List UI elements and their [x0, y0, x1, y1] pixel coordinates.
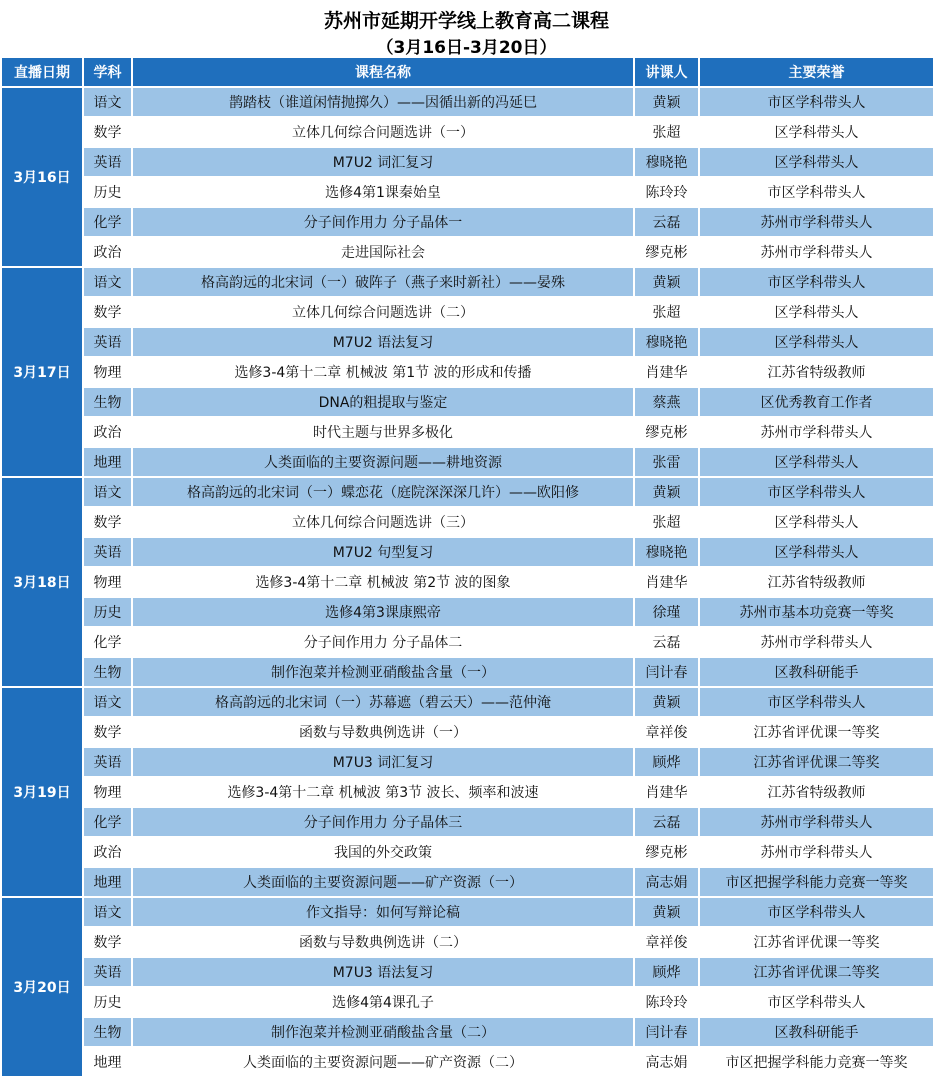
- course-cell: 立体几何综合问题选讲（一）: [133, 118, 633, 146]
- honor-cell: 区教科研能手: [700, 1018, 933, 1046]
- table-row: [2, 388, 933, 416]
- course-cell: 制作泡菜并检测亚硝酸盐含量（二）: [133, 1018, 633, 1046]
- subject-cell: 生物: [84, 658, 131, 686]
- teacher-cell: 穆晓艳: [635, 328, 698, 356]
- teacher-cell: 穆晓艳: [635, 148, 698, 176]
- course-cell: 选修3-4第十二章 机械波 第2节 波的图象: [133, 568, 633, 596]
- table-row: [2, 658, 933, 686]
- teacher-cell: 闫计春: [635, 1018, 698, 1046]
- header-row: [2, 58, 933, 86]
- table-row: [2, 1048, 933, 1076]
- subject-cell: 语文: [84, 88, 131, 116]
- teacher-cell: 张超: [635, 118, 698, 146]
- course-cell: 人类面临的主要资源问题——矿产资源（一）: [133, 868, 633, 896]
- course-cell: M7U3 词汇复习: [133, 748, 633, 776]
- course-cell: 制作泡菜并检测亚硝酸盐含量（一）: [133, 658, 633, 686]
- subject-cell: 化学: [84, 208, 131, 236]
- table-row: [2, 478, 933, 506]
- page-title: 苏州市延期开学线上教育高二课程: [323, 10, 609, 32]
- subject-cell: 语文: [84, 898, 131, 926]
- subject-cell: 数学: [84, 298, 131, 326]
- teacher-cell: 肖建华: [635, 358, 698, 386]
- subject-cell: 历史: [84, 988, 131, 1016]
- table-row: [2, 808, 933, 836]
- honor-cell: 市区把握学科能力竞赛一等奖: [700, 868, 933, 896]
- honor-cell: 苏州市学科带头人: [700, 208, 933, 236]
- teacher-cell: 云磊: [635, 628, 698, 656]
- course-cell: 格高韵远的北宋词（一）破阵子（燕子来时新社）——晏殊: [133, 268, 633, 296]
- honor-cell: 区学科带头人: [700, 118, 933, 146]
- subject-cell: 化学: [84, 808, 131, 836]
- table-row: [2, 868, 933, 896]
- table-row: [2, 118, 933, 146]
- honor-cell: 苏州市学科带头人: [700, 628, 933, 656]
- honor-cell: 江苏省评优课一等奖: [700, 718, 933, 746]
- table-row: [2, 508, 933, 536]
- teacher-cell: 顾烨: [635, 958, 698, 986]
- course-cell: 选修4第3课康熙帝: [133, 598, 633, 626]
- course-cell: 立体几何综合问题选讲（二）: [133, 298, 633, 326]
- subject-cell: 生物: [84, 1018, 131, 1046]
- subject-cell: 政治: [84, 418, 131, 446]
- table-row: [2, 88, 933, 116]
- header-course: 课程名称: [133, 58, 633, 86]
- course-cell: 函数与导数典例选讲（二）: [133, 928, 633, 956]
- honor-cell: 苏州市学科带头人: [700, 838, 933, 866]
- table-row: [2, 748, 933, 776]
- course-cell: 格高韵远的北宋词（一）苏幕遮（碧云天）——范仲淹: [133, 688, 633, 716]
- subject-cell: 生物: [84, 388, 131, 416]
- course-cell: M7U2 语法复习: [133, 328, 633, 356]
- course-cell: 立体几何综合问题选讲（三）: [133, 508, 633, 536]
- teacher-cell: 高志娟: [635, 1048, 698, 1076]
- honor-cell: 江苏省特级教师: [700, 778, 933, 806]
- teacher-cell: 缪克彬: [635, 838, 698, 866]
- teacher-cell: 穆晓艳: [635, 538, 698, 566]
- teacher-cell: 黄颖: [635, 268, 698, 296]
- teacher-cell: 陈玲玲: [635, 178, 698, 206]
- course-cell: 人类面临的主要资源问题——矿产资源（二）: [133, 1048, 633, 1076]
- teacher-cell: 黄颖: [635, 688, 698, 716]
- table-row: [2, 838, 933, 866]
- teacher-cell: 云磊: [635, 808, 698, 836]
- teacher-cell: 肖建华: [635, 778, 698, 806]
- course-cell: 函数与导数典例选讲（一）: [133, 718, 633, 746]
- teacher-cell: 缪克彬: [635, 238, 698, 266]
- subject-cell: 地理: [84, 1048, 131, 1076]
- date-cell: 3月16日: [2, 88, 82, 266]
- table-row: [2, 148, 933, 176]
- course-cell: M7U2 句型复习: [133, 538, 633, 566]
- table-row: [2, 898, 933, 926]
- course-cell: 作文指导：如何写辩论稿: [133, 898, 633, 926]
- honor-cell: 市区学科带头人: [700, 688, 933, 716]
- honor-cell: 市区学科带头人: [700, 898, 933, 926]
- honor-cell: 江苏省评优课一等奖: [700, 928, 933, 956]
- subject-cell: 数学: [84, 508, 131, 536]
- teacher-cell: 章祥俊: [635, 928, 698, 956]
- teacher-cell: 云磊: [635, 208, 698, 236]
- teacher-cell: 闫计春: [635, 658, 698, 686]
- teacher-cell: 肖建华: [635, 568, 698, 596]
- honor-cell: 区学科带头人: [700, 328, 933, 356]
- table-row: [2, 538, 933, 566]
- schedule-table: [0, 56, 933, 1078]
- honor-cell: 市区学科带头人: [700, 178, 933, 206]
- subject-cell: 地理: [84, 448, 131, 476]
- honor-cell: 区学科带头人: [700, 538, 933, 566]
- subject-cell: 英语: [84, 538, 131, 566]
- table-row: [2, 718, 933, 746]
- subject-cell: 政治: [84, 238, 131, 266]
- table-row: [2, 358, 933, 386]
- course-cell: M7U3 语法复习: [133, 958, 633, 986]
- header-teacher: 讲课人: [635, 58, 698, 86]
- course-cell: 选修4第1课秦始皇: [133, 178, 633, 206]
- honor-cell: 区学科带头人: [700, 508, 933, 536]
- subject-cell: 政治: [84, 838, 131, 866]
- subject-cell: 数学: [84, 118, 131, 146]
- teacher-cell: 蔡燕: [635, 388, 698, 416]
- subject-cell: 历史: [84, 178, 131, 206]
- honor-cell: 江苏省特级教师: [700, 358, 933, 386]
- table-row: [2, 688, 933, 716]
- subject-cell: 英语: [84, 328, 131, 356]
- honor-cell: 江苏省特级教师: [700, 568, 933, 596]
- table-row: [2, 1018, 933, 1046]
- subject-cell: 物理: [84, 568, 131, 596]
- course-cell: 走进国际社会: [133, 238, 633, 266]
- table-row: [2, 298, 933, 326]
- honor-cell: 苏州市学科带头人: [700, 418, 933, 446]
- table-row: [2, 928, 933, 956]
- table-row: [2, 778, 933, 806]
- honor-cell: 江苏省评优课二等奖: [700, 748, 933, 776]
- schedule-body: [2, 88, 933, 1076]
- header-subject: 学科: [84, 58, 131, 86]
- subject-cell: 英语: [84, 958, 131, 986]
- teacher-cell: 章祥俊: [635, 718, 698, 746]
- subject-cell: 英语: [84, 148, 131, 176]
- table-row: [2, 238, 933, 266]
- course-cell: 选修3-4第十二章 机械波 第1节 波的形成和传播: [133, 358, 633, 386]
- course-cell: 选修4第4课孔子: [133, 988, 633, 1016]
- subject-cell: 历史: [84, 598, 131, 626]
- course-cell: 选修3-4第十二章 机械波 第3节 波长、频率和波速: [133, 778, 633, 806]
- table-row: [2, 268, 933, 296]
- course-cell: 我国的外交政策: [133, 838, 633, 866]
- table-row: [2, 178, 933, 206]
- subject-cell: 语文: [84, 268, 131, 296]
- table-row: [2, 208, 933, 236]
- table-row: [2, 568, 933, 596]
- honor-cell: 市区学科带头人: [700, 88, 933, 116]
- honor-cell: 区学科带头人: [700, 448, 933, 476]
- subject-cell: 语文: [84, 688, 131, 716]
- honor-cell: 区教科研能手: [700, 658, 933, 686]
- course-cell: 人类面临的主要资源问题——耕地资源: [133, 448, 633, 476]
- teacher-cell: 顾烨: [635, 748, 698, 776]
- subject-cell: 化学: [84, 628, 131, 656]
- date-cell: 3月17日: [2, 268, 82, 476]
- teacher-cell: 黄颖: [635, 478, 698, 506]
- honor-cell: 市区把握学科能力竞赛一等奖: [700, 1048, 933, 1076]
- honor-cell: 苏州市学科带头人: [700, 238, 933, 266]
- table-row: [2, 628, 933, 656]
- honor-cell: 区优秀教育工作者: [700, 388, 933, 416]
- honor-cell: 市区学科带头人: [700, 478, 933, 506]
- header-date: 直播日期: [2, 58, 82, 86]
- honor-cell: 区学科带头人: [700, 298, 933, 326]
- subject-cell: 物理: [84, 778, 131, 806]
- subject-cell: 数学: [84, 928, 131, 956]
- honor-cell: 市区学科带头人: [700, 988, 933, 1016]
- table-row: [2, 988, 933, 1016]
- table-row: [2, 958, 933, 986]
- honor-cell: 市区学科带头人: [700, 268, 933, 296]
- honor-cell: 江苏省评优课二等奖: [700, 958, 933, 986]
- course-cell: 分子间作用力 分子晶体二: [133, 628, 633, 656]
- date-cell: 3月19日: [2, 688, 82, 896]
- subject-cell: 物理: [84, 358, 131, 386]
- subject-cell: 数学: [84, 718, 131, 746]
- table-row: [2, 418, 933, 446]
- teacher-cell: 陈玲玲: [635, 988, 698, 1016]
- table-row: [2, 598, 933, 626]
- course-cell: 分子间作用力 分子晶体三: [133, 808, 633, 836]
- subject-cell: 语文: [84, 478, 131, 506]
- honor-cell: 区学科带头人: [700, 148, 933, 176]
- teacher-cell: 张超: [635, 508, 698, 536]
- course-cell: M7U2 词汇复习: [133, 148, 633, 176]
- teacher-cell: 黄颖: [635, 898, 698, 926]
- teacher-cell: 缪克彬: [635, 418, 698, 446]
- date-cell: 3月18日: [2, 478, 82, 686]
- course-cell: 格高韵远的北宋词（一）蝶恋花（庭院深深深几许）——欧阳修: [133, 478, 633, 506]
- course-cell: 鹊踏枝（谁道闲情抛掷久）——因循出新的冯延巳: [133, 88, 633, 116]
- subject-cell: 地理: [84, 868, 131, 896]
- course-cell: 分子间作用力 分子晶体一: [133, 208, 633, 236]
- teacher-cell: 张雷: [635, 448, 698, 476]
- honor-cell: 苏州市基本功竞赛一等奖: [700, 598, 933, 626]
- teacher-cell: 高志娟: [635, 868, 698, 896]
- header-honor: 主要荣誉: [700, 58, 933, 86]
- table-row: [2, 448, 933, 476]
- course-cell: DNA的粗提取与鉴定: [133, 388, 633, 416]
- subject-cell: 英语: [84, 748, 131, 776]
- page-subtitle: （3月16日-3月20日）: [376, 38, 557, 58]
- date-cell: 3月20日: [2, 898, 82, 1076]
- honor-cell: 苏州市学科带头人: [700, 808, 933, 836]
- table-row: [2, 328, 933, 356]
- teacher-cell: 黄颖: [635, 88, 698, 116]
- teacher-cell: 张超: [635, 298, 698, 326]
- teacher-cell: 徐瑾: [635, 598, 698, 626]
- course-cell: 时代主题与世界多极化: [133, 418, 633, 446]
